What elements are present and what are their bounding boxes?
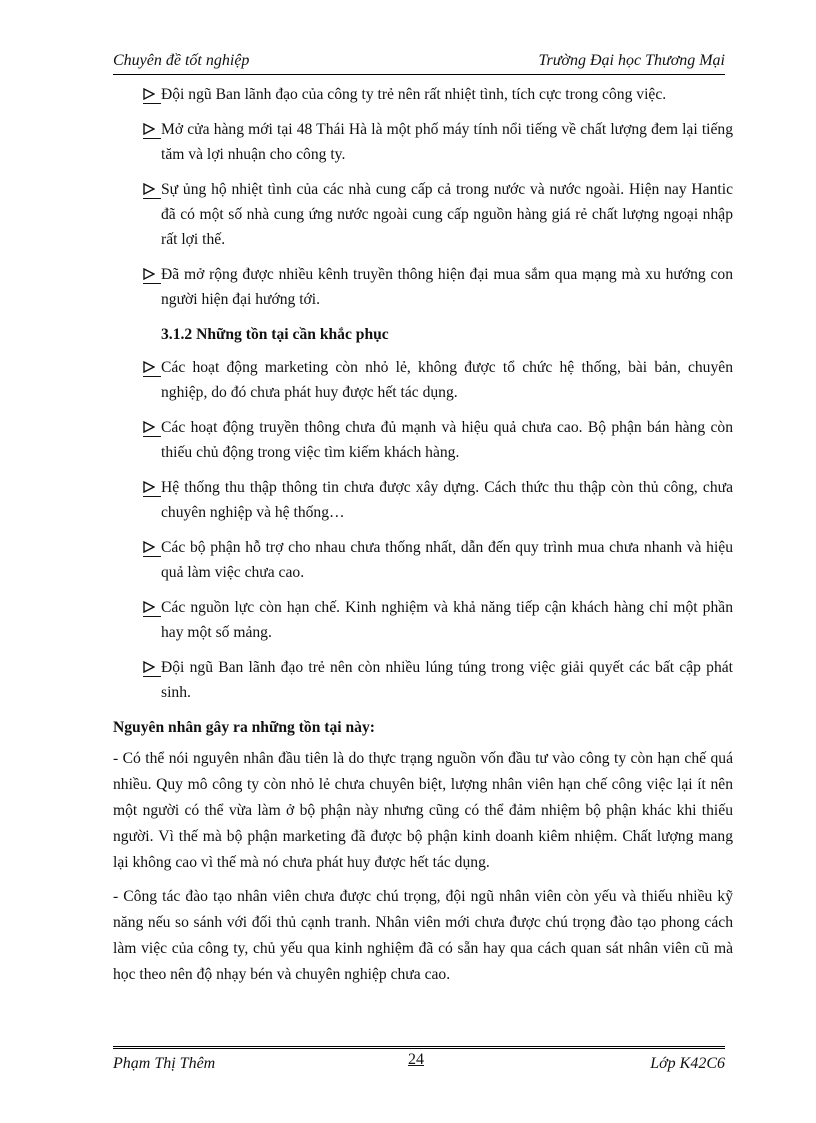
arrow-bullet-icon — [141, 415, 161, 440]
bullet-item — [113, 82, 733, 107]
bullet-text: Các hoạt động marketing còn nhỏ lẻ, không được tổ chức hệ thống, bài bản, chuyên nghiệp, do đó chưa phát huy được hết tác dụng. — [161, 359, 733, 401]
bullet-text: Đã mở rộng được nhiều kênh truyền thông hiện đại mua sắm qua mạng mà xu hướng con người hiện đại hướng tới. — [161, 266, 733, 308]
bullet-text: Các bộ phận hỗ trợ cho nhau chưa thống nhất, dẫn đến quy trình mua chưa nhanh và hiệu quả làm việc chưa cao. — [161, 539, 733, 581]
arrow-bullet-icon — [141, 595, 161, 620]
bullet-text: Hệ thống thu thập thông tin chưa được xây dựng. Cách thức thu thập còn thủ công, chưa chuyên nghiệp và hệ thống… — [161, 479, 733, 521]
strengths-list — [113, 82, 733, 312]
page-content — [113, 82, 733, 996]
bullet-item — [113, 655, 733, 705]
bullet-item — [113, 355, 733, 405]
paragraph: - Có thể nói nguyên nhân đầu tiên là do thực trạng nguồn vốn đầu tư vào công ty còn hạn chế quá nhiều. Quy mô công ty còn nhỏ lẻ chưa chuyên biệt, lượng nhân viên hạn chế công việc lại ít nên một người có thể vừa làm ở bộ phận này nhưng cũng có thể đảm nhiệm bộ phận khác khi thiếu người. Vì thế mà bộ phận marketing đã được bộ phận kinh doanh kiêm nhiệm. Chất lượng mang lại không cao vì thế mà nó chưa phát huy được hết tác dụng. — [113, 750, 733, 871]
bullet-item — [113, 262, 733, 312]
bullet-item — [113, 475, 733, 525]
footer-class: Lớp K42C6 — [650, 1055, 725, 1072]
bullet-text: Đội ngũ Ban lãnh đạo của công ty trẻ nên rất nhiệt tình, tích cực trong công việc. — [161, 86, 667, 103]
weaknesses-list — [113, 355, 733, 705]
arrow-bullet-icon — [141, 82, 161, 107]
causes-heading: Nguyên nhân gây ra những tồn tại này: — [113, 719, 375, 736]
bullet-text: Sự ủng hộ nhiệt tình của các nhà cung cấp cả trong nước và nước ngoài. Hiện nay Hantic đã có một số nhà cung ứng nước ngoài cung cấp nguồn hàng giá rẻ chất lượng ngoại nhập rất lợi thế. — [161, 181, 733, 248]
bullet-item — [113, 177, 733, 252]
bullet-text: Các nguồn lực còn hạn chế. Kinh nghiệm và khả năng tiếp cận khách hàng chỉ một phần hay một số mảng. — [161, 599, 733, 641]
bullet-text: Mở cửa hàng mới tại 48 Thái Hà là một phố máy tính nổi tiếng về chất lượng đem lại tiếng tăm và lợi nhuận cho công ty. — [161, 121, 733, 163]
bullet-text: Các hoạt động truyền thông chưa đủ mạnh và hiệu quả chưa cao. Bộ phận bán hàng còn thiếu chủ động trong việc tìm kiếm khách hàng. — [161, 419, 733, 461]
bullet-item — [113, 535, 733, 585]
bullet-item — [113, 595, 733, 645]
header-course-title: Chuyên đề tốt nghiệp — [113, 52, 250, 69]
arrow-bullet-icon — [141, 475, 161, 500]
section-heading: 3.1.2 Những tồn tại cần khắc phục — [161, 326, 389, 343]
arrow-bullet-icon — [141, 655, 161, 680]
bullet-item — [113, 415, 733, 465]
arrow-bullet-icon — [141, 177, 161, 202]
causes-body — [113, 746, 733, 988]
arrow-bullet-icon — [141, 117, 161, 142]
arrow-bullet-icon — [141, 262, 161, 287]
page-header — [113, 50, 725, 75]
paragraph: - Công tác đào tạo nhân viên chưa được chú trọng, đội ngũ nhân viên còn yếu và thiếu nhiều kỹ năng nếu so sánh với đối thủ cạnh tranh. Nhân viên mới chưa được chú trọng đào tạo phong cách làm việc của công ty, chủ yếu qua kinh nghiệm đã có sẵn hay qua cách quan sát nhân viên cũ mà học theo nên độ nhạy bén và chuyên nghiệp chưa cao. — [113, 888, 733, 983]
page-number: 24 — [408, 1051, 424, 1068]
arrow-bullet-icon — [141, 535, 161, 560]
header-university: Trường Đại học Thương Mại — [538, 52, 725, 69]
bullet-item — [113, 117, 733, 167]
arrow-bullet-icon — [141, 355, 161, 380]
page-footer — [113, 1046, 725, 1079]
footer-author: Phạm Thị Thêm — [113, 1055, 216, 1072]
bullet-text: Đội ngũ Ban lãnh đạo trẻ nên còn nhiều lúng túng trong việc giải quyết các bất cập phát sinh. — [161, 659, 733, 701]
